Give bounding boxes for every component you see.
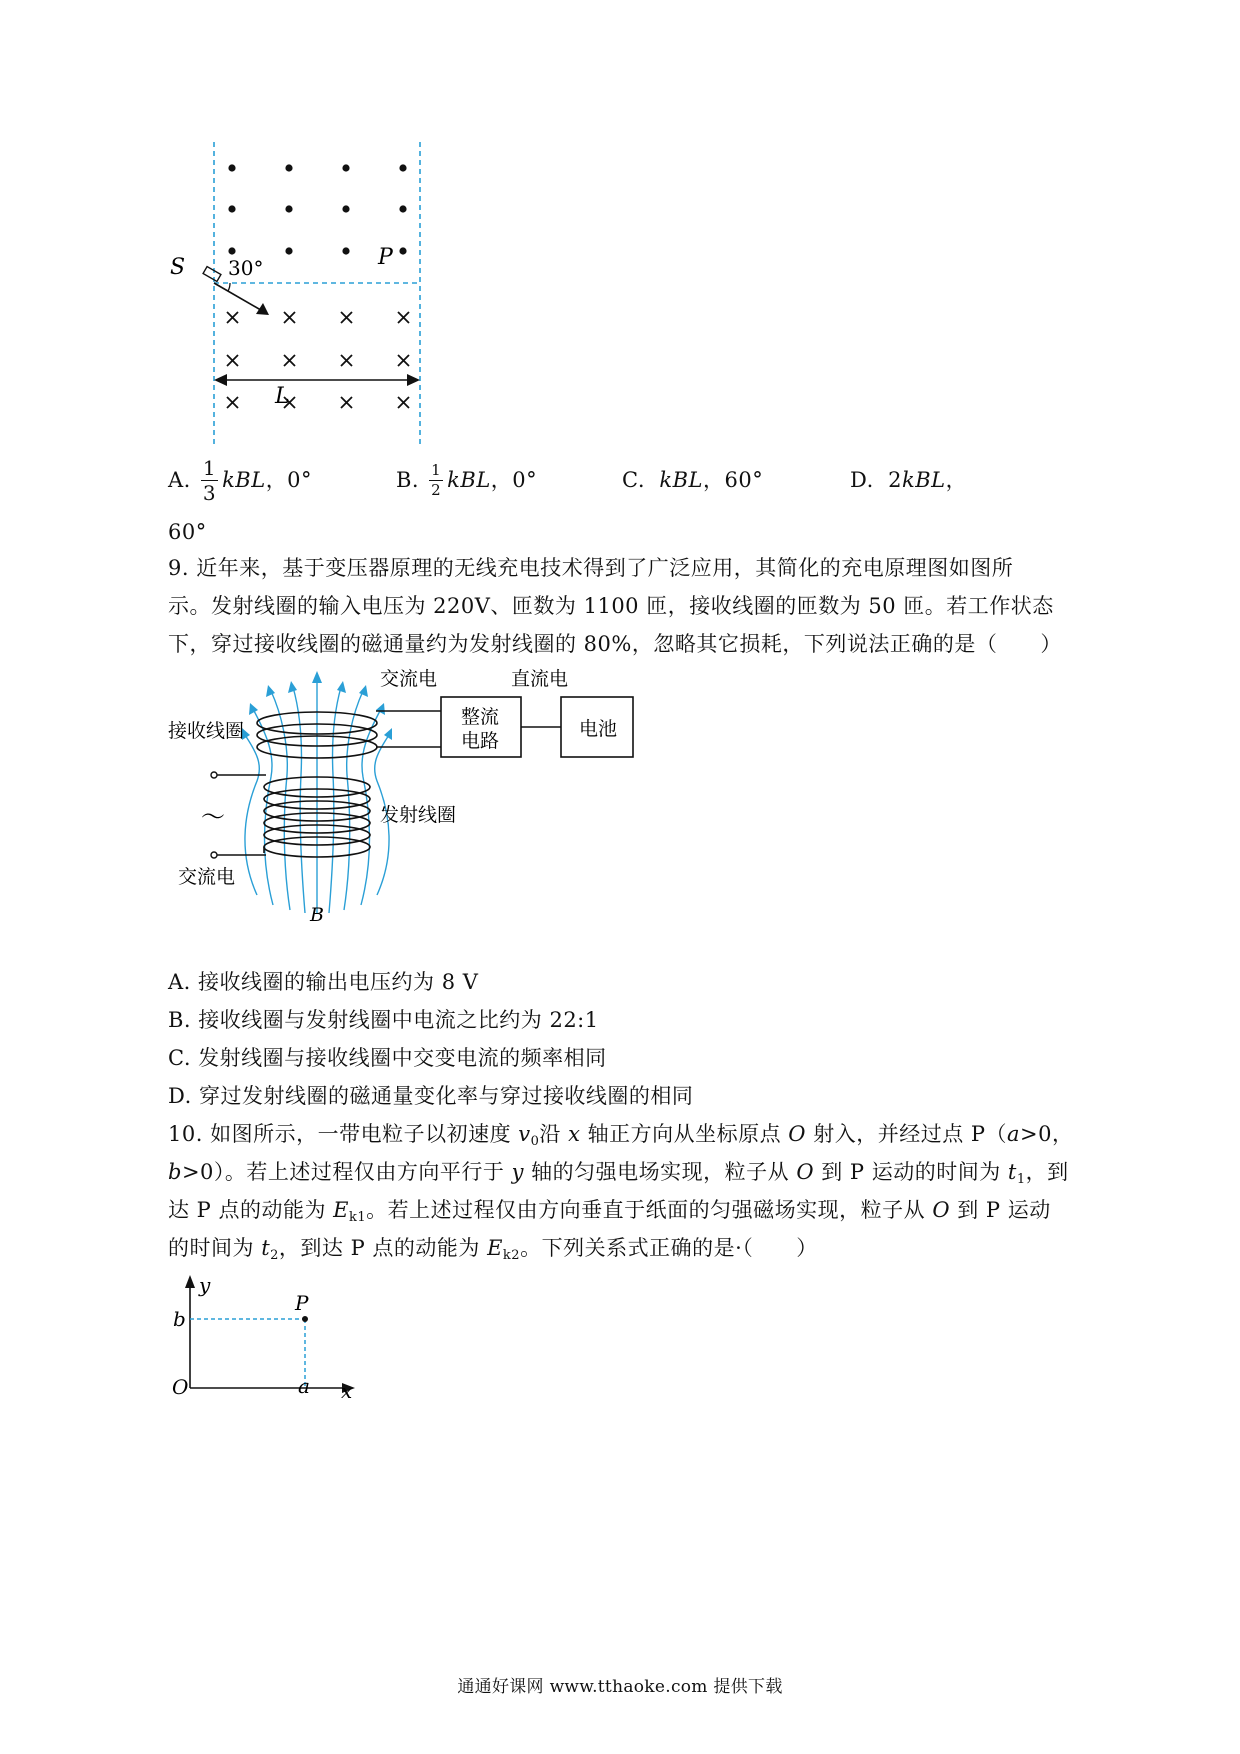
label-ac-bottom: 交流电 [178,866,236,888]
q10-coordinate-figure [165,1272,365,1407]
source-box [203,267,221,282]
label-tilde: ～ [201,803,225,831]
label-ac-top: 交流电 [380,668,438,690]
q8-option-b: B. $\frac{1}{2}$ kBL ，0° [396,460,538,499]
label-B: B [310,904,324,926]
fraction-one-third: $\frac{1}{3}$ [202,455,217,505]
q9-option-c: C. 发射线圈与接收线圈中交变电流的频率相同 [168,1046,607,1070]
label-P: P [378,245,393,270]
q9-option-d: D. 穿过发射线圈的磁通量变化率与穿过接收线圈的相同 [168,1084,694,1108]
label-S: S [170,255,186,280]
q9-option-b: B. 接收线圈与发射线圈中电流之比约为 22:1 [168,1008,599,1032]
label-dc-top: 直流电 [511,668,569,690]
q8-option-d: D. 2kBL， [850,468,968,492]
point-P [302,1316,308,1322]
q8-magnetic-field-figure [170,140,470,460]
label-angle: 30° [228,256,264,280]
q10-line-3: 达 P 点的动能为 $E_{k1}$。若上述过程仅由方向垂直于纸面的匀强磁场实现，粒子从 O 到 P 运动 [168,1198,1051,1225]
q9-wireless-charging-figure [165,665,645,930]
q8-option-a: A. $\frac{1}{3}$ kBL ，0° [168,455,313,505]
label-O: O [172,1375,189,1399]
input-terminal-bottom [211,852,217,858]
label-P: P [295,1291,309,1315]
input-terminal-top [211,772,217,778]
q8-option-d-wrap: 60° [168,520,207,544]
label-battery: 电池 [579,718,618,740]
label-a: a [298,1374,310,1398]
label-b: b [173,1307,186,1331]
label-L: L [275,384,290,409]
q10-line-2: b>0）。若上述过程仅由方向平行于 y 轴的匀强电场实现，粒子从 O 到 P 运动的时间为 $t_1$，到 [168,1160,1069,1187]
label-rectifier-2: 电路 [461,730,500,752]
velocity-arrow [214,283,266,313]
q9-line-2: 示。发射线圈的输入电压为 220V、匝数为 1100 匝，接收线圈的匝数为 50 匝。若工作状态 [168,594,1054,618]
label-receive-coil: 接收线圈 [168,720,245,742]
q8-option-c: C. kBL，60° [622,468,764,492]
field-out-dots [228,164,406,254]
label-y: y [199,1273,211,1297]
angle-arc [228,283,230,291]
q9-option-a: A. 接收线圈的输出电压约为 8 V [168,970,479,994]
field-in-crosses [227,312,409,408]
q10-line-4: 的时间为 $t_2$，到达 P 点的动能为 $E_{k2}$。下列关系式正确的是·（ ） [168,1236,818,1263]
q9-line-1: 9. 近年来，基于变压器原理的无线充电技术得到了广泛应用，其简化的充电原理图如图所 [168,556,1014,580]
label-rectifier-1: 整流 [461,706,500,728]
fraction-one-half: $\frac{1}{2}$ [431,460,442,499]
label-transmit-coil: 发射线圈 [380,804,457,826]
q9-line-3: 下，穿过接收线圈的磁通量约为发射线圈的 80%，忽略其它损耗，下列说法正确的是（ ） [168,632,1062,656]
transmit-coil [215,775,370,857]
label-x: x [341,1379,353,1403]
q10-line-1: 10. 如图所示，一带电粒子以初速度 $v_0$沿 x 轴正方向从坐标原点 O 射入，并经过点 P（a>0， [168,1122,1074,1149]
footer-source: 通通好课网 www.tthaoke.com 提供下载 [457,1677,783,1697]
